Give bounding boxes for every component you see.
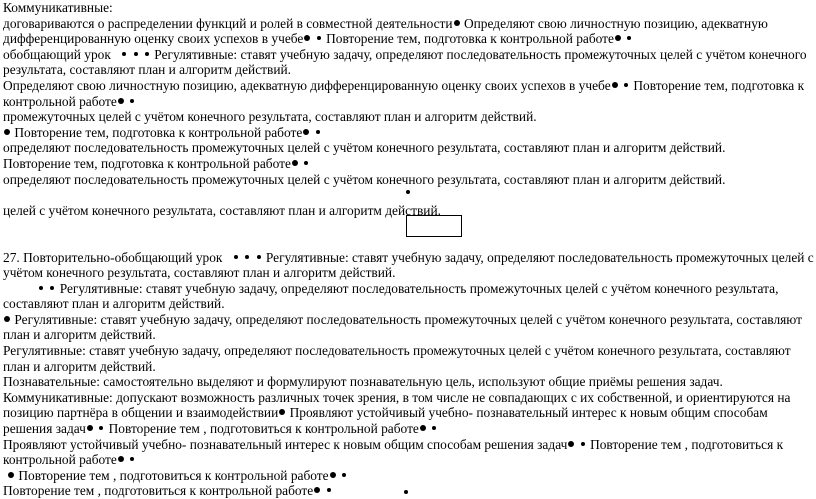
text-line: Повторение тем , подготовиться к контрольной работе	[3, 468, 811, 484]
text-line: решения задач Повторение тем , подготовиться к контрольной работе	[3, 421, 811, 437]
text-line: договариваются о распределении функций и ролей в совместной деятельности Определяют свою личностную позицию, адекватную	[3, 15, 768, 31]
text-line: Регулятивные: ставят учебную задачу, определяют последовательность промежуточных целей с учётом конечного результата,	[3, 281, 811, 297]
text-line: позицию партнёра в общении и взаимодействии Проявляют устойчивый учебно- познавательный интерес к новым общим способам	[3, 405, 768, 421]
text-line: план и алгоритм действий.	[3, 327, 156, 343]
bullet-icon	[615, 35, 621, 41]
bullet-icon	[130, 457, 134, 461]
bullet-icon	[39, 286, 43, 290]
bullet-icon	[317, 36, 321, 40]
bullet-icon	[50, 286, 54, 290]
text-line: план и алгоритм действий.	[3, 358, 156, 374]
bullet-icon	[234, 255, 238, 259]
empty-frame	[406, 215, 462, 237]
text-line: Повторение тем, подготовка к контрольной работе	[3, 125, 811, 141]
bullet-icon	[245, 255, 249, 259]
bullet-icon	[420, 425, 426, 431]
bullet-icon	[145, 52, 149, 56]
bullet-icon	[257, 255, 261, 259]
text-line: Повторение тем, подготовка к контрольной работе	[3, 156, 811, 172]
bullet-icon	[304, 161, 308, 165]
bullet-icon	[8, 472, 14, 478]
text-line: определяют последовательность промежуточных целей с учётом конечного результата, составляют план и алгоритм действий.	[3, 140, 726, 156]
bullet-icon	[627, 36, 631, 40]
text-line: Познавательные: самостоятельно выделяют и формулируют познавательную цель, используют общие приёмы решения задач.	[3, 374, 723, 390]
bullet-icon	[4, 129, 10, 135]
text-line: Регулятивные: ставят учебную задачу, определяют последовательность промежуточных целей с учётом конечного результата, составляют	[3, 343, 791, 359]
text-line: целей с учётом конечного результата, составляют план и алгоритм действий.	[3, 202, 441, 218]
bullet-icon	[292, 160, 298, 166]
text-line: Коммуникативные: допускают возможность различных точек зрения, в том числе не совпадающих с их собственной, и ориентируются на	[3, 389, 791, 405]
bullet-icon	[330, 472, 336, 478]
text-line: учётом конечного результата, составляют план и алгоритм действий.	[3, 265, 396, 281]
bullet-icon	[314, 487, 320, 493]
text-line: обобщающий урок Регулятивные: ставят учебную задачу, определяют последовательность промежуточных целей с учётом конечного	[3, 46, 807, 62]
bullet-icon	[99, 426, 103, 430]
text-line: контрольной работе	[3, 452, 811, 468]
bullet-icon	[316, 130, 320, 134]
text-line: дифференцированную оценку своих успехов в учебе Повторение тем, подготовка к контрольной работе	[3, 31, 811, 47]
bullet-icon	[454, 20, 460, 26]
bullet-icon	[134, 52, 138, 56]
bullet-icon	[122, 52, 126, 56]
text-line: промежуточных целей с учётом конечного результата, составляют план и алгоритм действий.	[3, 109, 537, 125]
bullet-icon	[404, 490, 408, 494]
bullet-icon	[130, 99, 134, 103]
text-line: Повторение тем , подготовиться к контрольной работе	[3, 483, 811, 499]
bullet-icon	[624, 83, 628, 87]
bullet-icon	[581, 442, 585, 446]
text-line: Определяют свою личностную позицию, адекватную дифференцированную оценку своих успехов в учебе Повторение тем, подготовка к	[3, 77, 805, 93]
bullet-icon	[406, 190, 410, 194]
text-line: 27. Повторительно-обобщающий урок Регулятивные: ставят учебную задачу, определяют последовательность промежуточных целей с	[3, 249, 814, 265]
bullet-icon	[303, 129, 309, 135]
text-line: Регулятивные: ставят учебную задачу, определяют последовательность промежуточных целей с учётом конечного результата, составляют	[3, 312, 811, 328]
bullet-icon	[342, 473, 346, 477]
bullet-icon	[87, 425, 93, 431]
text-line: Проявляют устойчивый учебно- познавательный интерес к новым общим способам решения задач Повторение тем , подготовиться к	[3, 436, 784, 452]
text-line: Коммуникативные:	[3, 0, 113, 15]
bullet-icon	[279, 409, 285, 415]
bullet-icon	[118, 98, 124, 104]
bullet-icon	[327, 488, 331, 492]
text-line: определяют последовательность промежуточных целей с учётом конечного результата, составляют план и алгоритм действий.	[3, 171, 726, 187]
bullet-icon	[432, 426, 436, 430]
text-line: контрольной работе	[3, 94, 811, 110]
bullet-icon	[568, 441, 574, 447]
bullet-icon	[118, 456, 124, 462]
bullet-icon	[304, 35, 310, 41]
document-body	[3, 0, 814, 499]
text-line: составляют план и алгоритм действий.	[3, 296, 225, 312]
text-line: результата, составляют план и алгоритм действий.	[3, 62, 292, 78]
bullet-icon	[612, 82, 618, 88]
bullet-icon	[4, 316, 10, 322]
